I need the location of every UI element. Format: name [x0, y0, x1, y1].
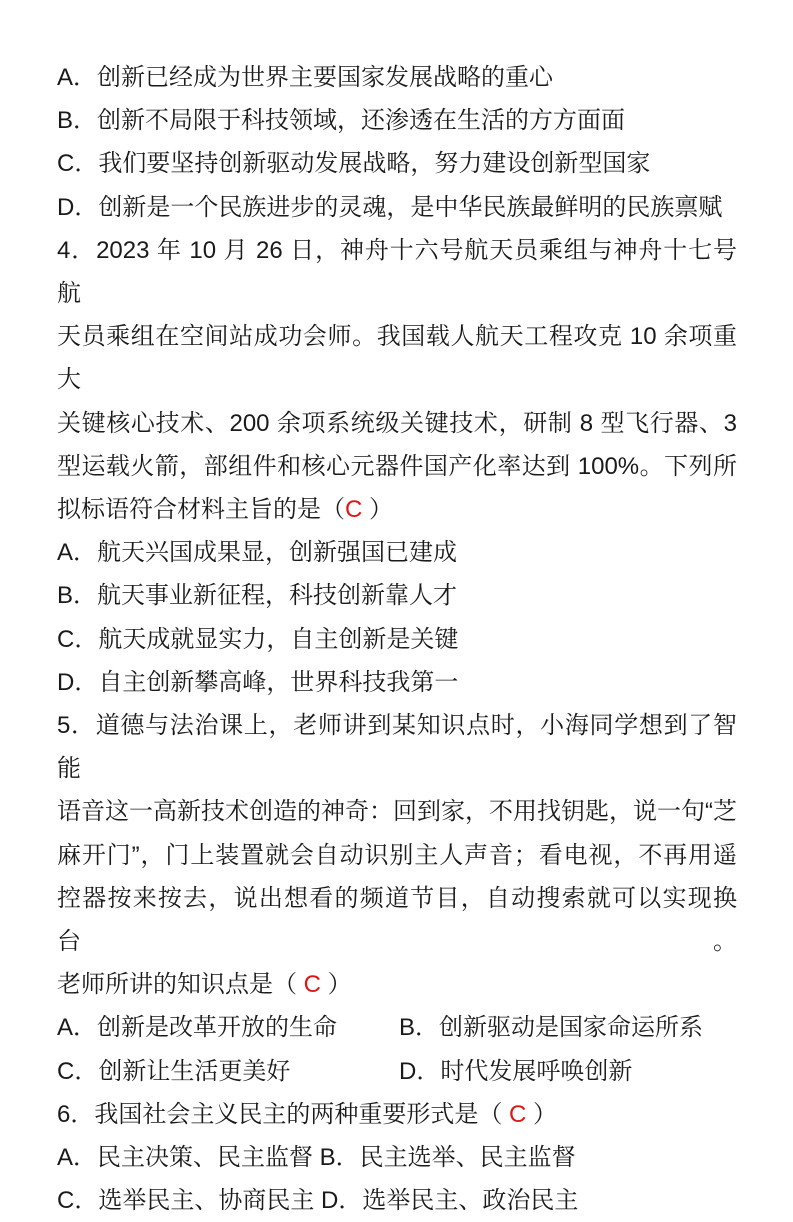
option-line: C．航天成就显实力，自主创新是关键 [57, 625, 459, 653]
question-3-options [57, 56, 737, 229]
answer-blank-suffix: ） [526, 1100, 558, 1128]
option-row [57, 1050, 737, 1093]
question-stem-line: 6．我国社会主义民主的两种重要形式是（ [57, 1100, 510, 1128]
question-stem-line: 麻开门”，门上装置就会自动识别主人声音；看电视，不再用遥 [57, 841, 737, 869]
answer-blank-prefix: 老师所讲的知识点是（ [57, 971, 304, 999]
option-line: A．民主决策、民主监督 B．民主选举、民主监督 [57, 1144, 576, 1172]
option-line: C．我们要坚持创新驱动发展战略，努力建设创新型国家 [57, 150, 651, 178]
question-stem-line: 语音这一高新技术创造的神奇：回到家，不用找钥匙，说一句“芝 [57, 798, 737, 826]
question-stem-line: 型运载火箭，部组件和核心元器件国产化率达到 100%。下列所 [57, 452, 737, 480]
option-line: C．选举民主、协商民主 D．选举民主、政治民主 [57, 1187, 579, 1215]
option-line: B．创新不局限于科技领域，还渗透在生活的方方面面 [57, 107, 626, 135]
question-4 [57, 229, 737, 704]
option-line: A．创新是改革开放的生命 [57, 1014, 338, 1042]
option-line: D．时代发展呼唤创新 [399, 1057, 633, 1085]
option-line: D．自主创新攀高峰，世界科技我第一 [57, 668, 459, 696]
question-stem-line: 天员乘组在空间站成功会师。我国载人航天工程攻克 10 余项重大 [57, 323, 737, 394]
option-line: B．航天事业新征程，科技创新靠人才 [57, 582, 458, 610]
question-6 [57, 1093, 737, 1222]
answer-letter: C [345, 496, 363, 524]
answer-blank-line [57, 1093, 737, 1136]
option-line: A．航天兴国成果显，创新强国已建成 [57, 539, 458, 567]
option-line: D．创新是一个民族进步的灵魂，是中华民族最鲜明的民族禀赋 [57, 193, 723, 221]
question-stem-line: 控器按来按去，说出想看的频道节目，自动搜索就可以实现换台。 [57, 884, 737, 956]
answer-blank-line [57, 488, 737, 531]
answer-letter: C [509, 1100, 527, 1128]
answer-blank-suffix: ） [362, 496, 394, 524]
question-5 [57, 704, 737, 1093]
answer-blank-prefix: 拟标语符合材料主旨的是（ [57, 496, 345, 524]
option-row [57, 1006, 737, 1049]
question-stem-line: 5．道德与法治课上，老师讲到某知识点时，小海同学想到了智能 [57, 712, 737, 783]
question-stem-line: 4．2023 年 10 月 26 日，神舟十六号航天员乘组与神舟十七号航 [57, 236, 737, 308]
answer-blank-line [57, 963, 737, 1006]
answer-blank-suffix: ） [321, 971, 352, 999]
answer-letter: C [303, 971, 322, 999]
option-line: B．创新驱动是国家命运所系 [399, 1014, 704, 1042]
option-line: A．创新已经成为世界主要国家发展战略的重心 [57, 64, 554, 91]
question-stem-line: 关键核心技术、200 余项系统级关键技术，研制 8 型飞行器、3 [57, 409, 737, 437]
option-line: C．创新让生活更美好 [57, 1057, 291, 1085]
